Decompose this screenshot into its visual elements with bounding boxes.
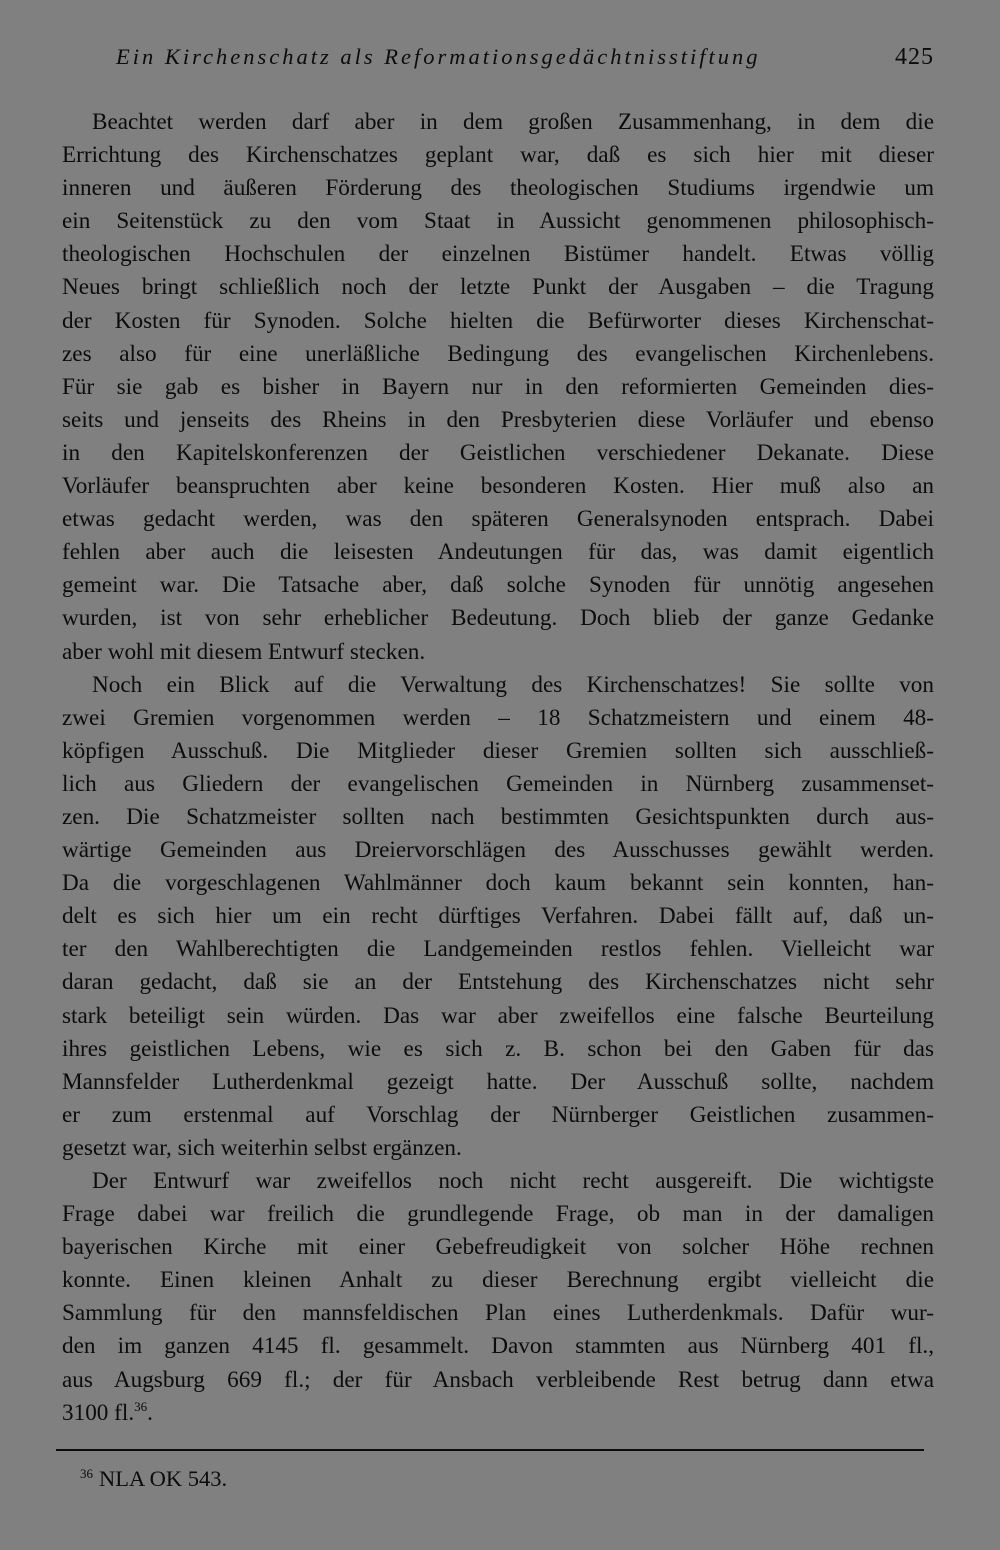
text-line-content: 3100 fl. bbox=[62, 1399, 135, 1426]
text-line: bayerischen Kirche mit einer Gebefreudigkeit von solcher Höhe rechnen bbox=[62, 1234, 934, 1261]
text-line: aber wohl mit diesem Entwurf stecken. bbox=[62, 638, 426, 665]
text-line: wärtige Gemeinden aus Dreiervorschlägen des Ausschusses gewählt werden. bbox=[62, 837, 934, 864]
text-line: Der Entwurf war zweifellos noch nicht recht ausgereift. Die wichtigste bbox=[92, 1168, 934, 1194]
text-line: er zum erstenmal auf Vorschlag der Nürnberger Geistlichen zusammen- bbox=[62, 1101, 934, 1128]
text-line: in den Kapitelskonferenzen der Geistlichen verschiedener Dekanate. Diese bbox=[62, 439, 934, 466]
footnote-marker: 36 bbox=[80, 1466, 93, 1481]
text-line: ihres geistlichen Lebens, wie es sich z. B. schon bei den Gaben für das bbox=[62, 1035, 934, 1062]
text-line: Beachtet werden darf aber in dem großen Zusammenhang, in dem die bbox=[92, 109, 934, 135]
text-line: Sammlung für den mannsfeldischen Plan eines Lutherdenkmals. Dafür wur- bbox=[62, 1300, 934, 1327]
text-line: der Kosten für Synoden. Solche hielten die Befürworter dieses Kirchenschat- bbox=[62, 307, 934, 334]
text-line: gesetzt war, sich weiterhin selbst ergänzen. bbox=[62, 1134, 462, 1161]
text-line: lich aus Gliedern der evangelischen Gemeinden in Nürnberg zusammenset- bbox=[62, 770, 934, 797]
body-text bbox=[62, 106, 934, 1430]
text-line: Frage dabei war freilich die grundlegende Frage, ob man in der damaligen bbox=[62, 1201, 934, 1228]
page-number: 425 bbox=[895, 44, 934, 70]
text-line: fehlen aber auch die leisesten Andeutungen für das, was damit eigentlich bbox=[62, 539, 934, 566]
footnote-separator bbox=[56, 1449, 924, 1451]
paragraph bbox=[62, 669, 934, 1165]
running-title: Ein Kirchenschatz als Reformationsgedächtnisstiftung bbox=[116, 44, 761, 69]
paragraph bbox=[62, 1165, 934, 1430]
footnote-reference[interactable]: 36 bbox=[134, 1398, 148, 1414]
text-line: Mannsfelder Lutherdenkmal gezeigt hatte. Der Ausschuß sollte, nachdem bbox=[62, 1068, 934, 1095]
text-line: zwei Gremien vorgenommen werden – 18 Schatzmeistern und einem 48- bbox=[62, 704, 934, 731]
paragraph bbox=[62, 106, 934, 669]
text-line: Neues bringt schließlich noch der letzte Punkt der Ausgaben – die Tragung bbox=[62, 274, 934, 301]
text-line: Errichtung des Kirchenschatzes geplant war, daß es sich hier mit dieser bbox=[62, 142, 934, 169]
text-line: seits und jenseits des Rheins in den Presbyterien diese Vorläufer und ebenso bbox=[62, 406, 934, 433]
text-line: gemeint war. Die Tatsache aber, daß solche Synoden für unnötig angesehen bbox=[62, 572, 934, 599]
text-line: Vorläufer beanspruchten aber keine besonderen Kosten. Hier muß also an bbox=[62, 473, 934, 500]
text-line: konnte. Einen kleinen Anhalt zu dieser Berechnung ergibt vielleicht die bbox=[62, 1267, 934, 1294]
text-line: theologischen Hochschulen der einzelnen Bistümer handelt. Etwas völlig bbox=[62, 241, 934, 268]
text-line: zes also für eine unerläßliche Bedingung des evangelischen Kirchenlebens. bbox=[62, 340, 934, 367]
text-line: ein Seitenstück zu den vom Staat in Aussicht genommenen philosophisch- bbox=[62, 208, 934, 235]
footnote-text: NLA OK 543. bbox=[99, 1466, 228, 1491]
text-line-final bbox=[62, 1397, 934, 1430]
text-line: köpfigen Ausschuß. Die Mitglieder dieser Gremien sollten sich ausschließ- bbox=[62, 737, 934, 764]
text-line: Noch ein Blick auf die Verwaltung des Kirchenschatzes! Sie sollte von bbox=[92, 671, 934, 698]
footnote bbox=[80, 1466, 227, 1492]
text-line: zen. Die Schatzmeister sollten nach bestimmten Gesichtspunkten durch aus- bbox=[62, 803, 934, 830]
text-line: stark beteiligt sein würden. Das war aber zweifellos eine falsche Beurteilung bbox=[62, 1002, 934, 1029]
text-line: ter den Wahlberechtigten die Landgemeinden restlos fehlen. Vielleicht war bbox=[62, 936, 934, 963]
text-line: daran gedacht, daß sie an der Entstehung des Kirchenschatzes nicht sehr bbox=[62, 969, 934, 996]
text-line: wurden, ist von sehr erheblicher Bedeutung. Doch blieb der ganze Gedanke bbox=[62, 605, 934, 632]
text-line: aus Augsburg 669 fl.; der für Ansbach verbleibende Rest betrug dann etwa bbox=[62, 1366, 934, 1393]
text-line: Da die vorgeschlagenen Wahlmänner doch kaum bekannt sein konnten, han- bbox=[62, 870, 934, 897]
text-line: delt es sich hier um ein recht dürftiges Verfahren. Dabei fällt auf, daß un- bbox=[62, 903, 934, 930]
text-line: inneren und äußeren Förderung des theologischen Studiums irgendwie um bbox=[62, 175, 934, 202]
text-line: Für sie gab es bisher in Bayern nur in den reformierten Gemeinden dies- bbox=[62, 373, 934, 400]
text-line: den im ganzen 4145 fl. gesammelt. Davon stammten aus Nürnberg 401 fl., bbox=[62, 1333, 934, 1360]
final-period: . bbox=[147, 1399, 153, 1426]
page-header bbox=[64, 44, 934, 80]
text-line: etwas gedacht werden, was den späteren Generalsynoden entsprach. Dabei bbox=[62, 506, 934, 533]
